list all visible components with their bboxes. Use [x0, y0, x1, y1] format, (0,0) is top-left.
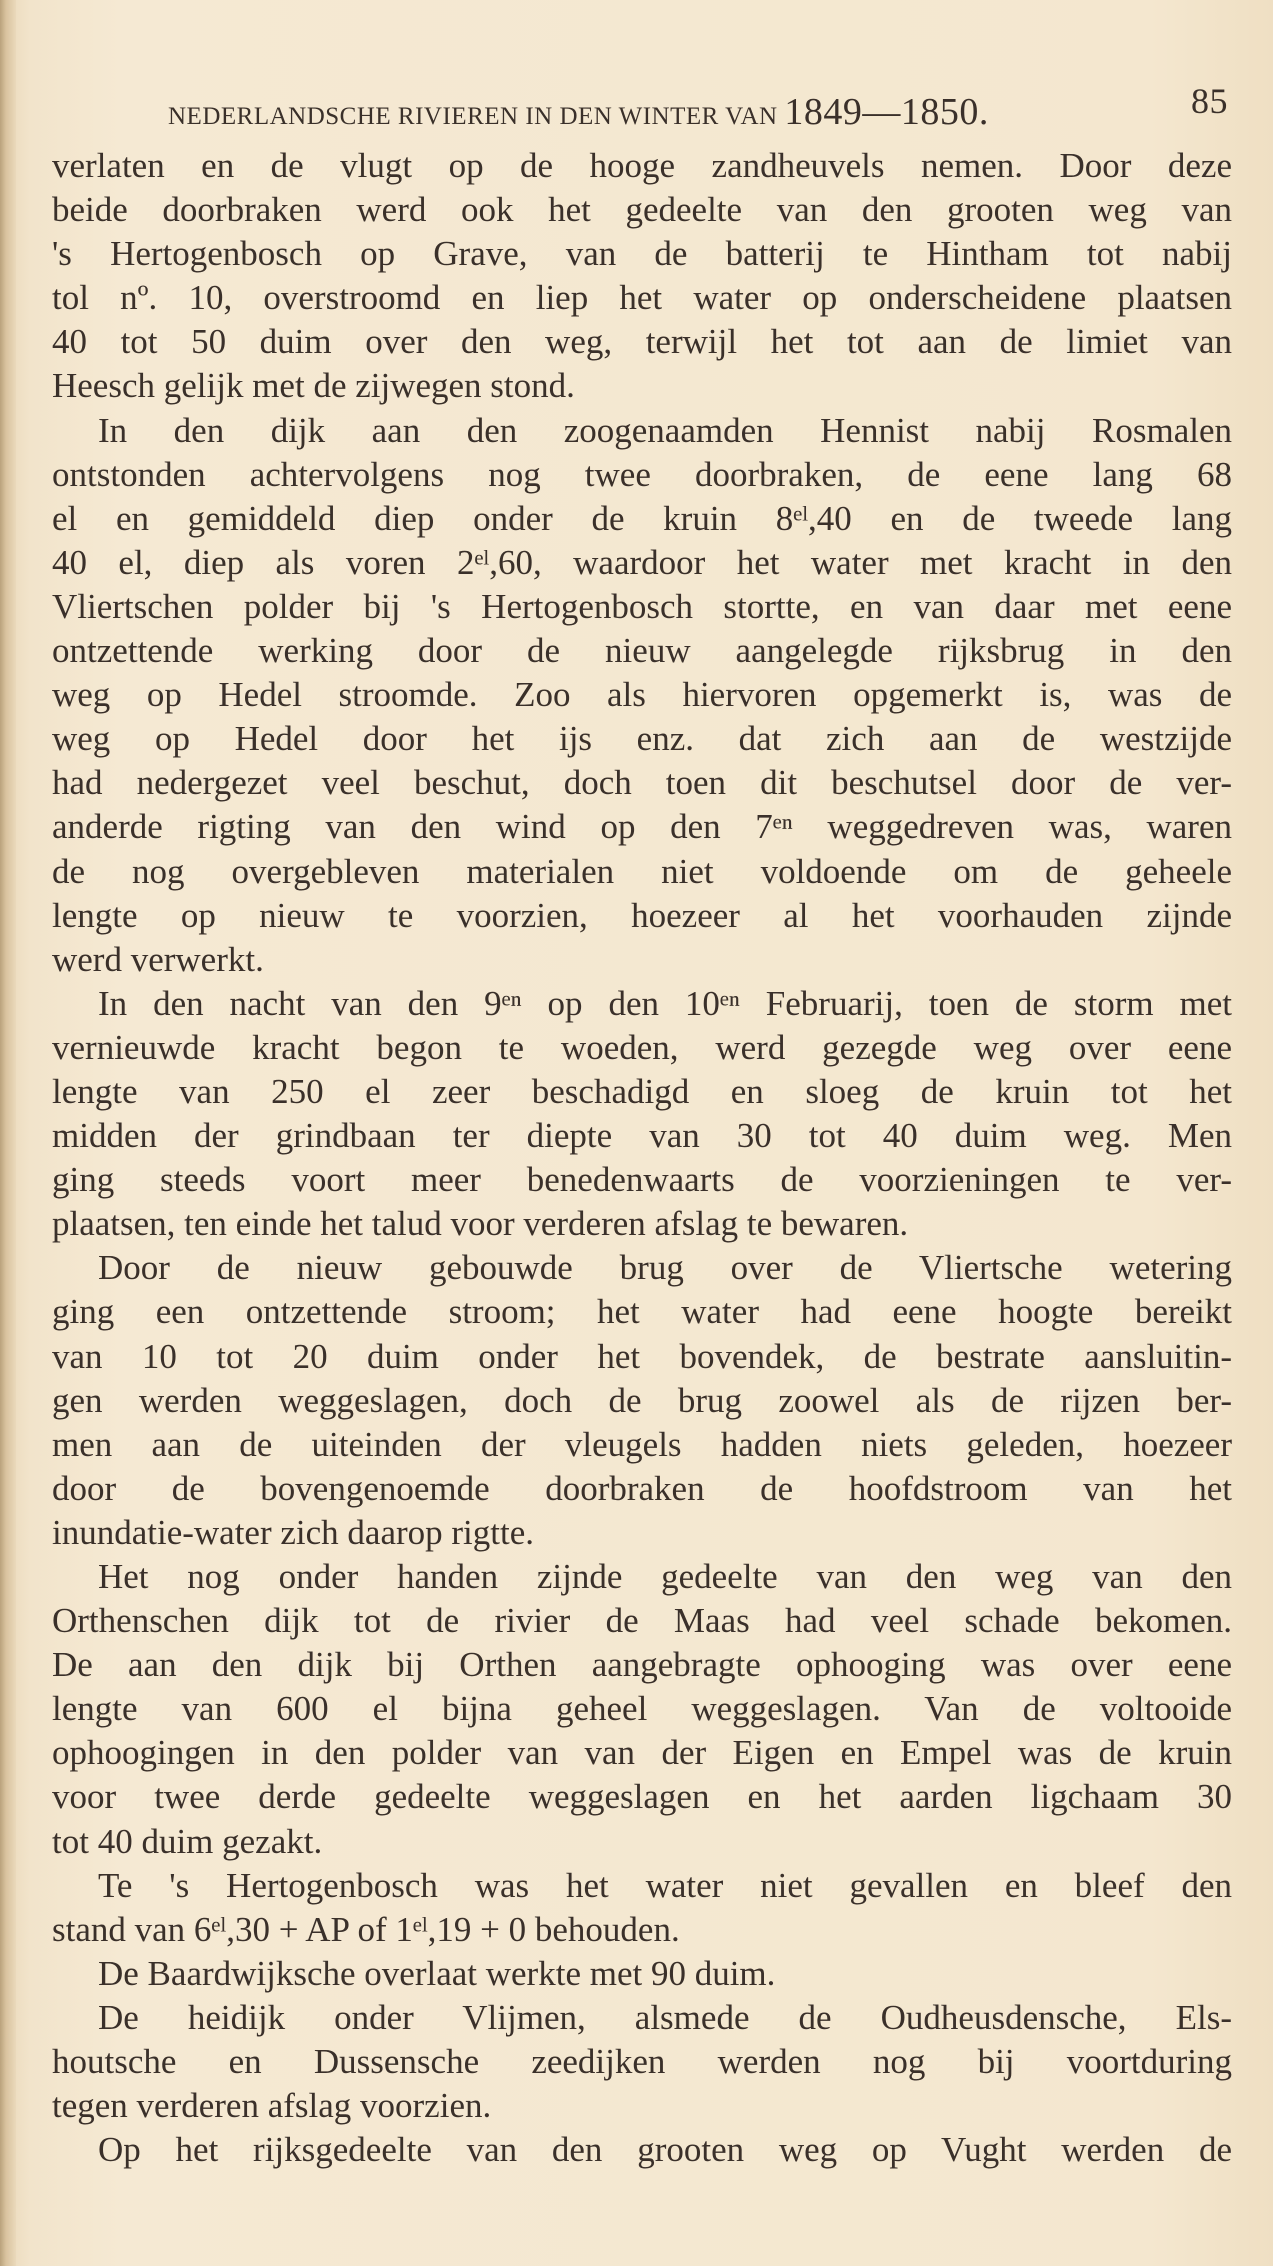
text-line: Orthenschen dijk tot de rivier de Maas had veel schade bekomen.	[52, 1601, 1232, 1641]
text-line: voor twee derde gedeelte weggeslagen en het aarden ligchaam 30	[52, 1777, 1232, 1817]
text-line: verlaten en de vlugt op de hooge zandheuvels nemen. Door deze	[52, 146, 1232, 185]
running-title-text: NEDERLANDSCHE RIVIEREN IN DEN WINTER VAN	[168, 103, 785, 130]
text-line: Het nog onder handen zijnde gedeelte van den weg van den	[98, 1557, 1232, 1596]
text-line: door de bovengenoemde doorbraken de hoofdstroom van het	[52, 1468, 1232, 1508]
text-line: tot 40 duim gezakt.	[52, 1821, 323, 1861]
text-line: Door de nieuw gebouwde brug over de Vliertsche wetering	[98, 1248, 1232, 1288]
text-line: vernieuwde kracht begon te woeden, werd gezegde weg over eene	[52, 1027, 1232, 1067]
text-line: Te 's Hertogenbosch was het water niet gevallen en bleef den	[98, 1865, 1232, 1905]
text-line: ging steeds voort meer benedenwaarts de voorzieningen te ver-	[52, 1160, 1232, 1200]
text-line: men aan de uiteinden der vleugels hadden niets geleden, hoezeer	[52, 1424, 1232, 1464]
text-line: ontstonden achtervolgens nog twee doorbraken, de eene lang 68	[52, 454, 1232, 494]
text-line: inundatie-water zich daarop rigtte.	[52, 1512, 535, 1552]
text-line: beide doorbraken werd ook het gedeelte van den grooten weg van	[52, 190, 1232, 230]
running-title-years: 1849—1850.	[784, 91, 989, 133]
text-line: stand van 6ᵉˡ,30 + AP of 1ᵉˡ,19 + 0 behouden.	[52, 1909, 680, 1949]
page-number: 85	[1191, 81, 1228, 121]
text-line: houtsche en Dussensche zeedijken werden nog bij voortduring	[52, 2042, 1232, 2082]
text-line: De Baardwijksche overlaat werkte met 90 duim.	[98, 1953, 776, 1993]
text-line: gen werden weggeslagen, doch de brug zoowel als de rijzen ber-	[52, 1380, 1232, 1420]
text-line: 's Hertogenbosch op Grave, van de batterij te Hintham tot nabij	[52, 234, 1232, 274]
text-line: ophoogingen in den polder van van der Eigen en Empel was de kruin	[52, 1733, 1232, 1773]
text-line: weg op Hedel door het ijs enz. dat zich aan de westzijde	[52, 719, 1232, 759]
text-line: lengte van 250 el zeer beschadigd en sloeg de kruin tot het	[52, 1071, 1232, 1111]
text-line: Op het rijksgedeelte van den grooten weg op Vught werden de	[98, 2130, 1232, 2170]
text-line: midden der grindbaan ter diepte van 30 tot 40 duim weg. Men	[52, 1116, 1232, 1156]
running-title	[168, 90, 989, 134]
text-line: el en gemiddeld diep onder de kruin 8ᵉˡ,40 en de tweede lang	[52, 498, 1232, 538]
text-line: De heidijk onder Vlijmen, alsmede de Oudheusdensche, Els-	[98, 1997, 1232, 2037]
text-line: weg op Hedel stroomde. Zoo als hiervoren opgemerkt is, was de	[52, 675, 1232, 715]
text-line: tol nº. 10, overstroomd en liep het water op onderscheidene plaatsen	[52, 278, 1232, 318]
text-line: ging een ontzettende stroom; het water had eene hoogte bereikt	[52, 1292, 1232, 1332]
text-line: Heesch gelijk met de zijwegen stond.	[52, 366, 575, 406]
text-line: lengte van 600 el bijna geheel weggeslagen. Van de voltooide	[52, 1689, 1232, 1729]
text-line: Vliertschen polder bij 's Hertogenbosch stortte, en van daar met eene	[52, 586, 1232, 626]
text-line: de nog overgebleven materialen niet voldoende om de geheele	[52, 851, 1232, 891]
text-line: In den nacht van den 9ᵉⁿ op den 10ᵉⁿ Februarij, toen de storm met	[98, 983, 1232, 1023]
body-text	[52, 144, 1232, 2172]
text-line: van 10 tot 20 duim onder het bovendek, de bestrate aansluitin-	[52, 1336, 1232, 1376]
text-line: lengte op nieuw te voorzien, hoezeer al het voorhauden zijnde	[52, 895, 1232, 935]
text-line: De aan den dijk bij Orthen aangebragte ophooging was over eene	[52, 1645, 1232, 1685]
text-line: ontzettende werking door de nieuw aangelegde rijksbrug in den	[52, 631, 1232, 671]
text-line: plaatsen, ten einde het talud voor verderen afslag te bewaren.	[52, 1204, 909, 1244]
text-line: 40 el, diep als voren 2ᵉˡ,60, waardoor het water met kracht in den	[52, 542, 1232, 582]
text-line: In den dijk aan den zoogenaamden Hennist nabij Rosmalen	[98, 410, 1232, 450]
text-line: 40 tot 50 duim over den weg, terwijl het tot aan de limiet van	[52, 322, 1232, 362]
text-line: had nedergezet veel beschut, doch toen dit beschutsel door de ver-	[52, 763, 1232, 803]
text-line: tegen verderen afslag voorzien.	[52, 2086, 492, 2126]
page-binding-edge	[0, 0, 16, 2266]
running-header	[168, 78, 1228, 133]
text-line: werd verwerkt.	[52, 939, 264, 979]
text-line: anderde rigting van den wind op den 7ᵉⁿ weggedreven was, waren	[52, 807, 1232, 847]
